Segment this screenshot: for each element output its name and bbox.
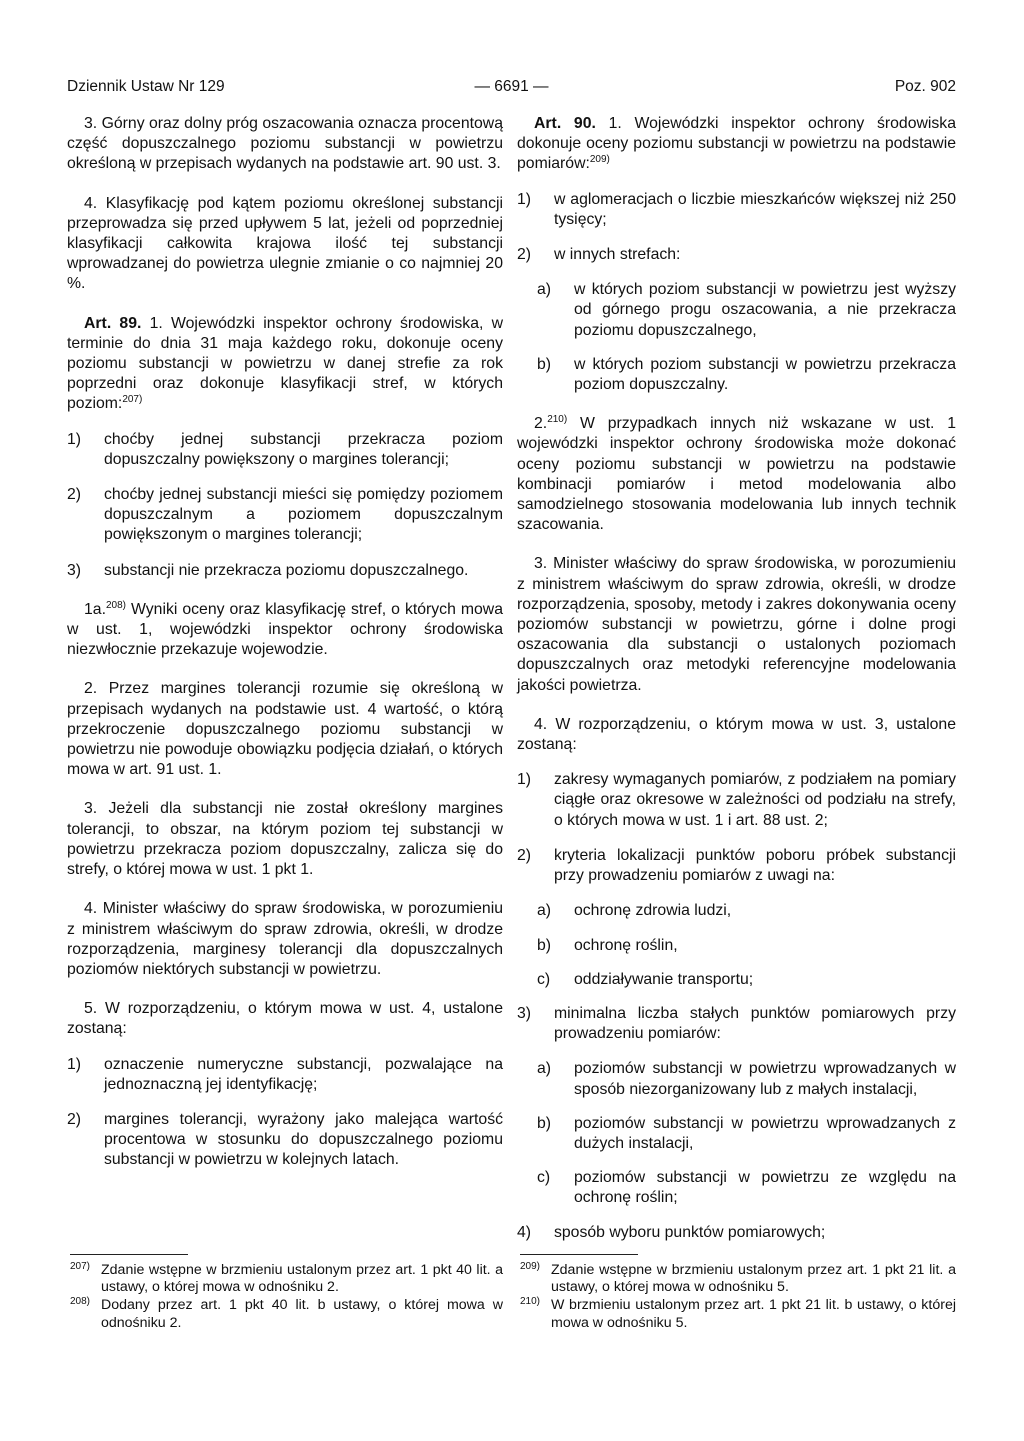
sub-list-item-text: ochronę zdrowia ludzi, [574, 902, 732, 920]
list-item-text: w innych strefach: [554, 246, 681, 264]
list-item [67, 430, 503, 470]
list-item-text: kryteria lokalizacji punktów poboru próbek substancji przy prowadzeniu pomiarów z uwagi na: [554, 846, 956, 885]
footnote-ref-208: 208) [105, 599, 126, 611]
article-89-label: Art. 89. [84, 314, 142, 332]
list-item-number: 1) [67, 1055, 82, 1073]
list-item-number: 2) [67, 486, 82, 504]
sub-list-item-letter: c) [537, 1169, 551, 1187]
article-89-text: 1. Wojewódzki inspektor ochrony środowiska, w terminie do dnia 31 maja każdego roku, dokonuje oceny poziomu substancji w powietrzu w danej strefie za rok poprzedni oraz dokonuje klasyfikacji stref, w których poziom: [67, 314, 504, 413]
page-number: — 6691 — [474, 78, 549, 95]
paragraph-2-number: 2. [534, 415, 548, 433]
paragraph-4: 4. Klasyfikację pod kątem poziomu określonej substancji przeprowadza się przed upływem 5 lat, jeżeli od poprzedniej klasyfikacji całkowita krajowa ilość tej substancji wprowadzanej do powietrza ulegnie zmianie o co najmniej 20 %. [67, 194, 503, 293]
article-90-label: Art. 90. [534, 115, 596, 132]
article-90 [517, 114, 956, 175]
sub-list-item-text: poziomów substancji w powietrzu ze względu na ochronę roślin; [574, 1169, 956, 1207]
list-item [517, 245, 956, 265]
list-item-number: 1) [67, 430, 82, 448]
footnote-text: Dodany przez art. 1 pkt 40 lit. b ustawy, o której mowa w odnośniku 2. [101, 1297, 503, 1331]
sub-list-item-letter: a) [537, 902, 552, 920]
list-item-text: choćby jednej substancji przekracza poziom dopuszczalny powiększony o margines tolerancji; [104, 430, 503, 468]
footnote-text: Zdanie wstępne w brzmieniu ustalonym przez art. 1 pkt 21 lit. a ustawy, o której mowa w odnośniku 5. [551, 1262, 956, 1296]
paragraph-2-text: W przypadkach innych niż wskazane w ust. 1 wojewódzki inspektor ochrony środowiska może dokonać oceny poziomu substancji w powietrzu na podstawie kombinacji pomiarów i metod modelowania albo samodzielnego stosowania modelowania lub innych technik szacowania. [517, 415, 956, 534]
sub-list-item-letter: c) [537, 970, 551, 988]
list-item [517, 770, 956, 831]
footnote-210: 210) W brzmieniu ustalonym przez art. 1 pkt 21 lit. b ustawy, o której mowa w odnośniku 5. [520, 1296, 956, 1331]
list-item-number: 2) [517, 246, 532, 264]
paragraph-1a [67, 600, 503, 661]
footnotes-right [520, 1262, 956, 1333]
footnote-208: 208) Dodany przez art. 1 pkt 40 lit. b ustawy, o której mowa w odnośniku 2. [70, 1296, 503, 1331]
list-item [517, 190, 956, 230]
sub-list-item-letter: a) [537, 1060, 552, 1078]
list-item-number: 3) [517, 1004, 532, 1022]
paragraph-3b: 3. Jeżeli dla substancji nie został określony margines tolerancji, to obszar, na którym poziom tej substancji w powietrzu przekracza poziom dopuszczalny, zalicza się do strefy, o której mowa w ust. 1 pkt 1. [67, 800, 503, 879]
footnote-text: W brzmieniu ustalonym przez art. 1 pkt 21 lit. b ustawy, o której mowa w odnośniku 5. [551, 1297, 956, 1331]
list-item [517, 1004, 956, 1044]
sub-list-item [517, 936, 956, 956]
journal-title: Dziennik Ustaw Nr 129 [67, 78, 225, 95]
sub-list-item [517, 1059, 956, 1099]
sub-list-item-text: ochronę roślin, [574, 936, 678, 954]
paragraph-2: 2. Przez margines tolerancji rozumie się określoną w przepisach wydanych na podstawie ust. 4 wartość, o którą przekroczenie dopuszczalnego poziomu substancji w powietrzu nie powoduje obowiązku podjęcia działań, o których mowa w art. 91 ust. 1. [67, 680, 503, 779]
sub-list-item-text: poziomów substancji w powietrzu wprowadzanych w sposób niezorganizowany lub z małych instalacji, [574, 1060, 956, 1098]
list-item-text: oznaczenie numeryczne substancji, pozwalające na jednoznaczną jej identyfikację; [104, 1055, 503, 1093]
list-item [67, 485, 503, 546]
paragraph-4b: 4. Minister właściwy do spraw środowiska, w porozumieniu z ministrem właściwym do spraw zdrowia, określi, w drodze rozporządzenia, marginesy tolerancji dla dopuszczalnych poziomów niektórych substancji w powietrzu. [67, 900, 503, 978]
sub-list-item-letter: b) [537, 1114, 552, 1132]
footnote-209: 209) Zdanie wstępne w brzmieniu ustalonym przez art. 1 pkt 21 lit. a ustawy, o której mowa w odnośniku 5. [520, 1261, 956, 1296]
list-item-number: 4) [517, 1223, 532, 1241]
list-item-text: margines tolerancji, wyrażony jako malejąca wartość procentowa w stosunku do dopuszczalnego poziomu substancji w powietrzu w kolejnych latach. [104, 1110, 503, 1169]
paragraph-3: 3. Górny oraz dolny próg oszacowania oznacza procentową część dopuszczalnego poziomu substancji w powietrzu określoną w przepisach wydanych na podstawie art. 90 ust. 3. [67, 115, 503, 173]
article-89 [67, 314, 503, 415]
paragraph-3: 3. Minister właściwy do spraw środowiska, w porozumieniu z ministrem właściwym do spraw zdrowia, określi, w drodze rozporządzenia, sposoby, metody i zakres dokonywania oceny poziomów substancji w powietrzu, górne i dolne progi oszacowania dla substancji o ustalonych poziomach dopuszczalnych oraz metodyki referencyjne modelowania jakości powietrza. [517, 555, 956, 694]
list-item-text: w aglomeracjach o liczbie mieszkańców większej niż 250 tysięcy; [554, 190, 956, 228]
list-item-text: zakresy wymaganych pomiarów, z podziałem na pomiary ciągłe oraz okresowe w zależności od podziału na strefy, o których mowa w ust. 1 i art. 88 ust. 2; [554, 771, 956, 829]
list-item [67, 561, 503, 581]
list-item [67, 1110, 503, 1171]
right-column [517, 114, 956, 1258]
footnote-ref-210: 210) [547, 414, 568, 426]
paragraph-5: 5. W rozporządzeniu, o którym mowa w ust. 4, ustalone zostaną: [67, 1000, 503, 1038]
sub-list-item [517, 1168, 956, 1208]
sub-list-item [517, 970, 956, 990]
sub-list-item-text: poziomów substancji w powietrzu wprowadzanych z dużych instalacji, [574, 1114, 956, 1152]
paragraph-1a-text: Wyniki oceny oraz klasyfikację stref, o których mowa w ust. 1, wojewódzki inspektor ochrony środowiska niezwłocznie przekazuje wojewodzie. [67, 600, 504, 659]
list-item [67, 1055, 503, 1095]
paragraph-2 [517, 414, 956, 535]
footnote-207: 207) Zdanie wstępne w brzmieniu ustalonym przez art. 1 pkt 40 lit. a ustawy, o której mowa w odnośniku 2. [70, 1261, 503, 1296]
sub-list-item [517, 1114, 956, 1154]
list-item-text: minimalna liczba stałych punktów pomiarowych przy prowadzeniu pomiarów: [554, 1004, 956, 1043]
sub-list-item-letter: b) [537, 355, 552, 373]
footnote-text: Zdanie wstępne w brzmieniu ustalonym przez art. 1 pkt 40 lit. a ustawy, o której mowa w odnośniku 2. [101, 1262, 503, 1296]
footnote-ref-209: 209) [589, 154, 610, 166]
paragraph-1a-number: 1a. [84, 600, 106, 618]
list-item-number: 3) [67, 561, 82, 579]
footnote-ref-207: 207) [122, 394, 143, 406]
list-item-number: 1) [517, 771, 532, 789]
footnote-separator-right [520, 1254, 638, 1255]
list-item [517, 1223, 956, 1243]
sub-list-item-letter: a) [537, 281, 552, 299]
list-item-text: substancji nie przekracza poziomu dopuszczalnego. [104, 561, 469, 579]
sub-list-item [517, 355, 956, 395]
list-item-number: 2) [517, 846, 532, 864]
sub-list-item-text: oddziaływanie transportu; [574, 970, 754, 988]
left-column [67, 114, 503, 1186]
sub-list-item [517, 280, 956, 341]
position-number: Poz. 902 [894, 78, 956, 95]
list-item-text: sposób wyboru punktów pomiarowych; [554, 1223, 826, 1241]
sub-list-item-text: w których poziom substancji w powietrzu jest wyższy od górnego progu oszacowania, a nie przekracza poziomu dopuszczalnego, [574, 281, 956, 339]
list-item-number: 2) [67, 1110, 82, 1128]
footnotes-left [70, 1262, 503, 1333]
list-item-text: choćby jednej substancji mieści się pomiędzy poziomem dopuszczalnym a poziomem dopuszczalnym powiększonym o margines tolerancji; [104, 486, 503, 544]
article-90-text: 1. Wojewódzki inspektor ochrony środowiska dokonuje oceny poziomu substancji w powietrzu na podstawie pomiarów: [517, 115, 956, 173]
sub-list-item [517, 901, 956, 921]
paragraph-4: 4. W rozporządzeniu, o którym mowa w ust. 3, ustalone zostaną: [517, 715, 956, 754]
list-item [517, 846, 956, 886]
sub-list-item-text: w których poziom substancji w powietrzu przekracza poziom dopuszczalny. [574, 355, 956, 394]
list-item-number: 1) [517, 190, 532, 208]
footnote-separator-left [70, 1254, 188, 1255]
page-header [67, 76, 956, 98]
sub-list-item-letter: b) [537, 936, 552, 954]
